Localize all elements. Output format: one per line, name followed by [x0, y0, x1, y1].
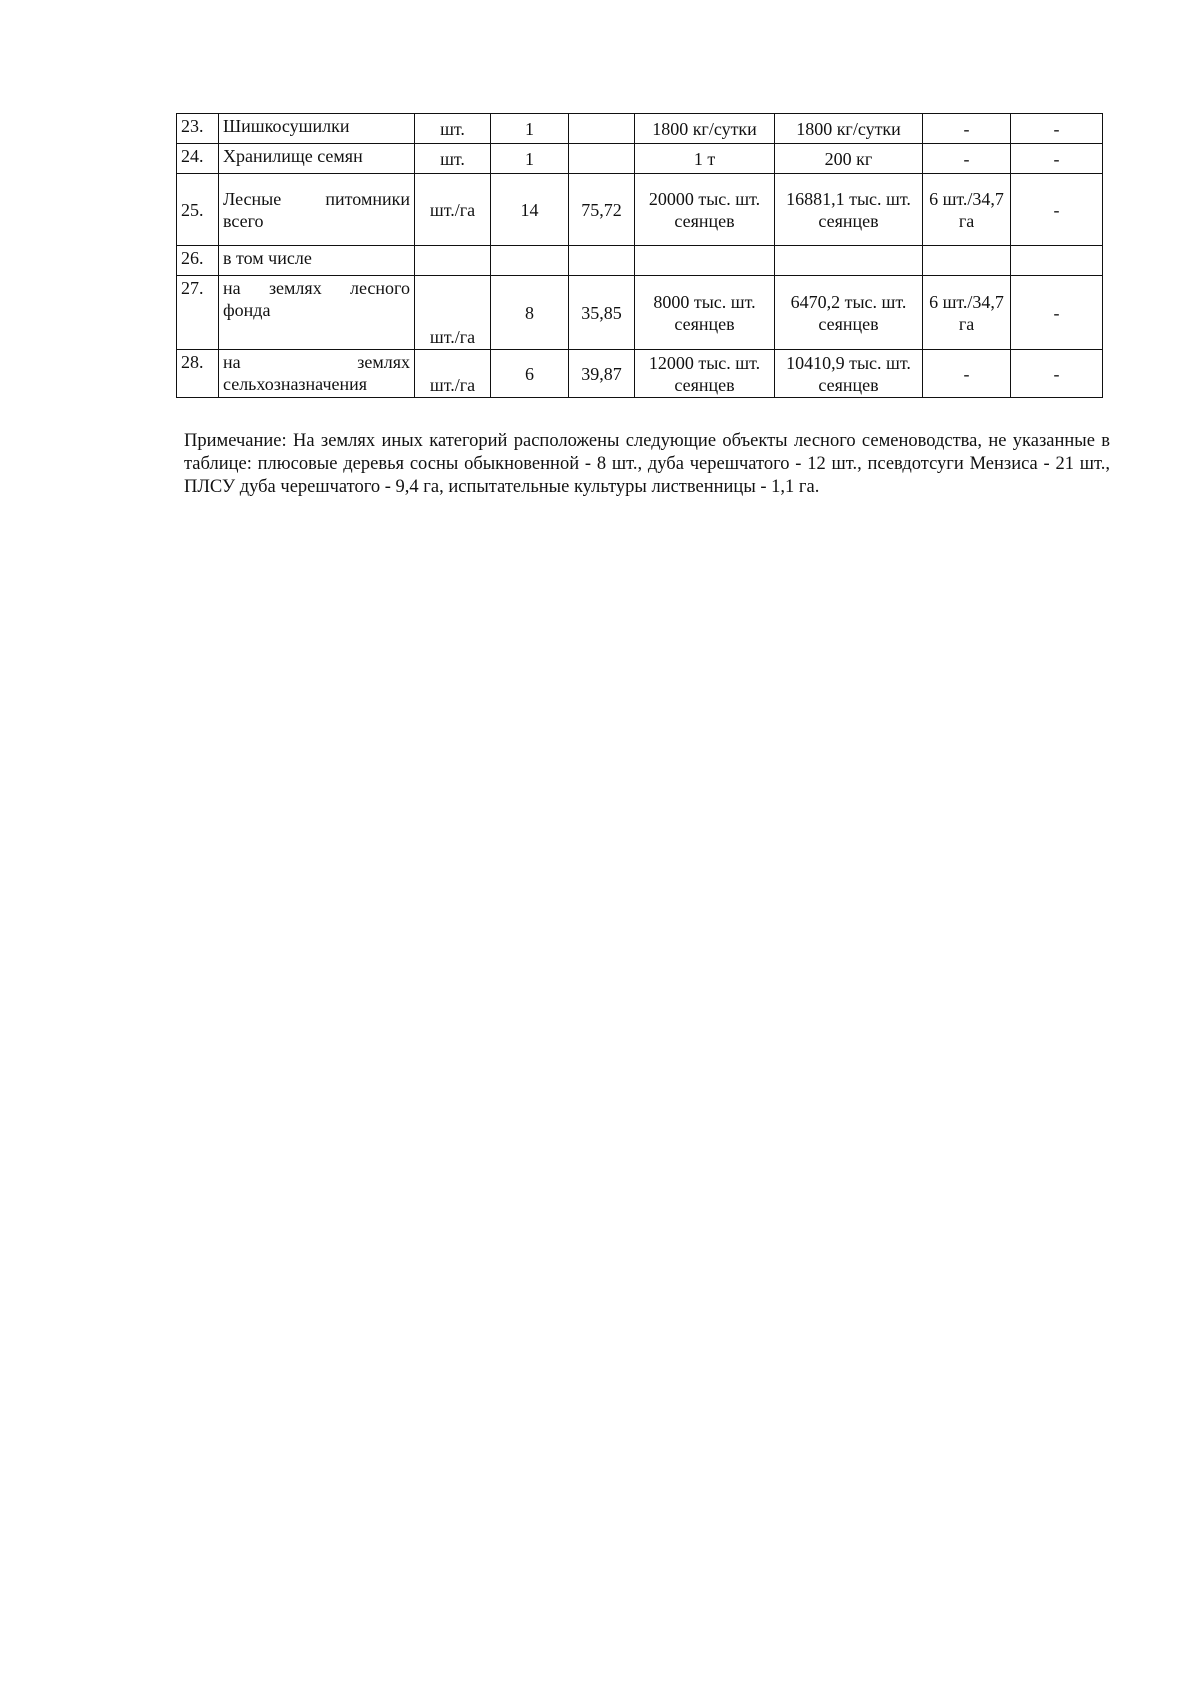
- row-area: [569, 246, 635, 276]
- row-actual-capacity: 16881,1 тыс. шт. сеянцев: [775, 174, 923, 246]
- row-area: [569, 144, 635, 174]
- row-actual-capacity: 200 кг: [775, 144, 923, 174]
- row-count: [491, 246, 569, 276]
- row-design-capacity: 1800 кг/сутки: [635, 114, 775, 144]
- row-design-capacity: 1 т: [635, 144, 775, 174]
- row-col9: -: [1011, 144, 1103, 174]
- table-row: [177, 276, 1103, 350]
- row-design-capacity: 12000 тыс. шт. сеянцев: [635, 350, 775, 398]
- row-actual-capacity: [775, 246, 923, 276]
- row-name: Шишкосушилки: [219, 114, 415, 144]
- table-row: [177, 174, 1103, 246]
- row-number: 25.: [177, 174, 219, 246]
- row-design-capacity: 8000 тыс. шт. сеянцев: [635, 276, 775, 350]
- row-count: 1: [491, 144, 569, 174]
- row-actual-capacity: 1800 кг/сутки: [775, 114, 923, 144]
- row-col8: -: [923, 350, 1011, 398]
- row-col8: 6 шт./34,7 га: [923, 276, 1011, 350]
- row-number: 23.: [177, 114, 219, 144]
- row-area: 75,72: [569, 174, 635, 246]
- row-col9: -: [1011, 350, 1103, 398]
- row-design-capacity: 20000 тыс. шт. сеянцев: [635, 174, 775, 246]
- row-number: 28.: [177, 350, 219, 398]
- row-actual-capacity: 6470,2 тыс. шт. сеянцев: [775, 276, 923, 350]
- row-name: Лесные питомники всего: [219, 174, 415, 246]
- seed-facilities-table: [176, 113, 1103, 398]
- row-name: Хранилище семян: [219, 144, 415, 174]
- row-number: 26.: [177, 246, 219, 276]
- row-col8: -: [923, 144, 1011, 174]
- table-row: [177, 144, 1103, 174]
- row-col8: -: [923, 114, 1011, 144]
- row-unit: шт./га: [415, 276, 491, 350]
- row-area: 39,87: [569, 350, 635, 398]
- row-name: на землях сельхозназначения: [219, 350, 415, 398]
- row-col8: [923, 246, 1011, 276]
- row-number: 27.: [177, 276, 219, 350]
- row-col9: -: [1011, 174, 1103, 246]
- row-name: на землях лесного фонда: [219, 276, 415, 350]
- footnote: Примечание: На землях иных категорий расположены следующие объекты лесного семеноводства, не указанные в таблице: плюсовые деревья сосны обыкновенной - 8 шт., дуба черешчатого - 12 шт., псевдотсуги Мензиса - 21 шт., ПЛСУ дуба черешчатого - 9,4 га, испытательные культуры лиственницы - 1,1 га.: [184, 431, 1110, 497]
- row-unit: шт.: [415, 114, 491, 144]
- table-row: [177, 246, 1103, 276]
- row-number: 24.: [177, 144, 219, 174]
- row-col9: -: [1011, 276, 1103, 350]
- row-count: 1: [491, 114, 569, 144]
- row-col9: [1011, 246, 1103, 276]
- row-name: в том числе: [219, 246, 415, 276]
- row-area: [569, 114, 635, 144]
- row-count: 14: [491, 174, 569, 246]
- row-unit: шт.: [415, 144, 491, 174]
- row-area: 35,85: [569, 276, 635, 350]
- table-row: [177, 114, 1103, 144]
- row-col8: 6 шт./34,7 га: [923, 174, 1011, 246]
- row-count: 6: [491, 350, 569, 398]
- row-unit: шт./га: [415, 174, 491, 246]
- table-row: [177, 350, 1103, 398]
- row-design-capacity: [635, 246, 775, 276]
- row-col9: -: [1011, 114, 1103, 144]
- row-unit: шт./га: [415, 350, 491, 398]
- row-unit: [415, 246, 491, 276]
- row-count: 8: [491, 276, 569, 350]
- row-actual-capacity: 10410,9 тыс. шт. сеянцев: [775, 350, 923, 398]
